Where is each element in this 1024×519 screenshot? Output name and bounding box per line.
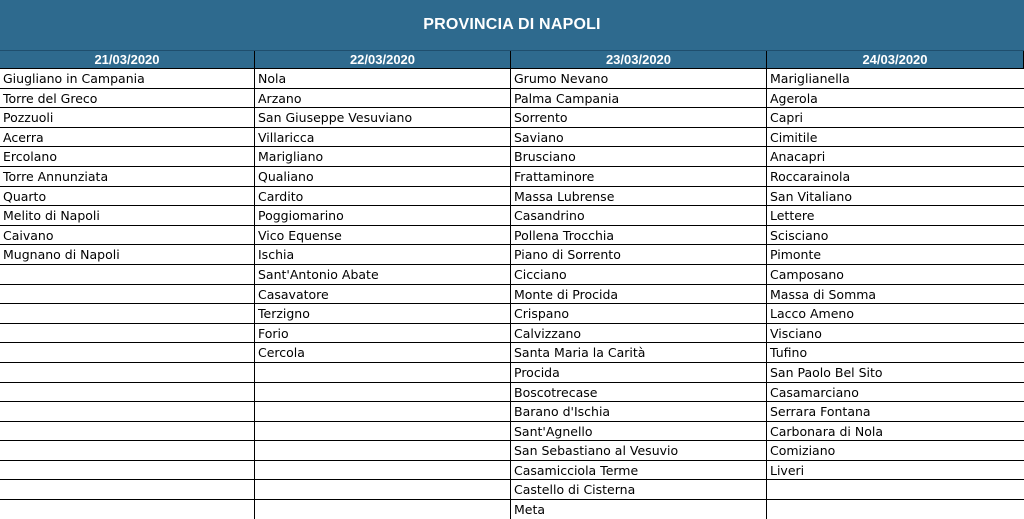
table-cell[interactable] <box>255 461 510 481</box>
table-cell[interactable]: Serrara Fontana <box>767 402 1024 422</box>
table-cell[interactable]: Casavatore <box>255 285 510 305</box>
table-cell[interactable]: Quarto <box>0 187 254 207</box>
municipality-table <box>0 51 1024 519</box>
table-cell[interactable]: Mugnano di Napoli <box>0 245 254 265</box>
table-cell[interactable]: San Vitaliano <box>767 187 1024 207</box>
table-cell[interactable]: Carbonara di Nola <box>767 422 1024 442</box>
table-cell[interactable]: Procida <box>511 363 766 383</box>
table-cell[interactable] <box>0 500 254 519</box>
page-title: PROVINCIA DI NAPOLI <box>423 16 601 33</box>
table-cell[interactable]: Forio <box>255 324 510 344</box>
table-cell[interactable]: Calvizzano <box>511 324 766 344</box>
date-column <box>511 69 767 519</box>
table-cell[interactable]: Marigliano <box>255 147 510 167</box>
table-cell[interactable]: Nola <box>255 69 510 89</box>
table-cell[interactable]: Pozzuoli <box>0 108 254 128</box>
table-cell[interactable]: Scisciano <box>767 226 1024 246</box>
table-cell[interactable]: Cimitile <box>767 128 1024 148</box>
table-cell[interactable]: Arzano <box>255 89 510 109</box>
table-cell[interactable]: Poggiomarino <box>255 206 510 226</box>
table-cell[interactable] <box>0 285 254 305</box>
table-cell[interactable]: Casamicciola Terme <box>511 461 766 481</box>
title-bar <box>0 0 1024 51</box>
table-cell[interactable] <box>255 363 510 383</box>
table-cell[interactable]: Camposano <box>767 265 1024 285</box>
table-cell[interactable]: San Giuseppe Vesuviano <box>255 108 510 128</box>
table-cell[interactable]: Giugliano in Campania <box>0 69 254 89</box>
table-cell[interactable]: Liveri <box>767 461 1024 481</box>
table-cell[interactable] <box>767 480 1024 500</box>
table-cell[interactable]: Ischia <box>255 245 510 265</box>
table-cell[interactable]: Torre del Greco <box>0 89 254 109</box>
table-cell[interactable]: Pimonte <box>767 245 1024 265</box>
table-cell[interactable]: Mariglianella <box>767 69 1024 89</box>
table-cell[interactable]: Roccarainola <box>767 167 1024 187</box>
table-cell[interactable]: Lettere <box>767 206 1024 226</box>
table-cell[interactable]: Melito di Napoli <box>0 206 254 226</box>
table-cell[interactable]: Palma Campania <box>511 89 766 109</box>
column-header-date[interactable]: 22/03/2020 <box>255 51 511 69</box>
table-cell[interactable]: Lacco Ameno <box>767 304 1024 324</box>
table-cell[interactable] <box>0 265 254 285</box>
table-cell[interactable]: Casandrino <box>511 206 766 226</box>
table-cell[interactable]: Terzigno <box>255 304 510 324</box>
table-cell[interactable] <box>0 441 254 461</box>
table-cell[interactable]: Cardito <box>255 187 510 207</box>
table-cell[interactable]: Villaricca <box>255 128 510 148</box>
table-cell[interactable]: Massa di Somma <box>767 285 1024 305</box>
table-cell[interactable] <box>0 324 254 344</box>
table-cell[interactable]: Sant'Agnello <box>511 422 766 442</box>
date-column <box>255 69 511 519</box>
table-cell[interactable]: Castello di Cisterna <box>511 480 766 500</box>
column-header-date[interactable]: 24/03/2020 <box>767 51 1024 69</box>
table-cell[interactable] <box>0 422 254 442</box>
table-cell[interactable]: Meta <box>511 500 766 519</box>
table-cell[interactable]: San Paolo Bel Sito <box>767 363 1024 383</box>
table-cell[interactable]: Santa Maria la Carità <box>511 343 766 363</box>
table-cell[interactable]: Vico Equense <box>255 226 510 246</box>
table-cell[interactable]: Comiziano <box>767 441 1024 461</box>
table-cell[interactable]: Sant'Antonio Abate <box>255 265 510 285</box>
table-cell[interactable]: Frattaminore <box>511 167 766 187</box>
table-cell[interactable]: Monte di Procida <box>511 285 766 305</box>
table-cell[interactable] <box>255 441 510 461</box>
table-cell[interactable]: Agerola <box>767 89 1024 109</box>
table-cell[interactable]: Visciano <box>767 324 1024 344</box>
table-cell[interactable]: Saviano <box>511 128 766 148</box>
table-cell[interactable]: Ercolano <box>0 147 254 167</box>
table-cell[interactable] <box>0 363 254 383</box>
table-cell[interactable]: Barano d'Ischia <box>511 402 766 422</box>
table-cell[interactable]: Brusciano <box>511 147 766 167</box>
table-cell[interactable]: Capri <box>767 108 1024 128</box>
table-cell[interactable]: Grumo Nevano <box>511 69 766 89</box>
table-cell[interactable]: Boscotrecase <box>511 383 766 403</box>
table-cell[interactable]: Sorrento <box>511 108 766 128</box>
column-header-date[interactable]: 23/03/2020 <box>511 51 767 69</box>
table-cell[interactable] <box>255 500 510 519</box>
table-cell[interactable]: Pollena Trocchia <box>511 226 766 246</box>
table-cell[interactable] <box>0 461 254 481</box>
table-cell[interactable]: Qualiano <box>255 167 510 187</box>
date-column <box>767 69 1024 519</box>
table-cell[interactable] <box>0 480 254 500</box>
table-cell[interactable] <box>255 422 510 442</box>
table-cell[interactable] <box>255 480 510 500</box>
column-header-date[interactable]: 21/03/2020 <box>0 51 255 69</box>
table-cell[interactable]: Caivano <box>0 226 254 246</box>
table-cell[interactable]: Cercola <box>255 343 510 363</box>
table-cell[interactable]: Cicciano <box>511 265 766 285</box>
table-cell[interactable]: Anacapri <box>767 147 1024 167</box>
table-cell[interactable]: Acerra <box>0 128 254 148</box>
table-cell[interactable] <box>767 500 1024 519</box>
table-cell[interactable]: Tufino <box>767 343 1024 363</box>
table-cell[interactable]: Piano di Sorrento <box>511 245 766 265</box>
date-column <box>0 69 255 519</box>
table-cell[interactable]: Massa Lubrense <box>511 187 766 207</box>
table-cell[interactable] <box>255 383 510 403</box>
table-cell[interactable]: Casamarciano <box>767 383 1024 403</box>
table-cell[interactable] <box>0 343 254 363</box>
table-cell[interactable]: Crispano <box>511 304 766 324</box>
table-cell[interactable] <box>0 402 254 422</box>
table-cell[interactable]: San Sebastiano al Vesuvio <box>511 441 766 461</box>
table-cell[interactable]: Torre Annunziata <box>0 167 254 187</box>
table-cell[interactable] <box>0 304 254 324</box>
table-cell[interactable] <box>255 402 510 422</box>
table-cell[interactable] <box>0 383 254 403</box>
